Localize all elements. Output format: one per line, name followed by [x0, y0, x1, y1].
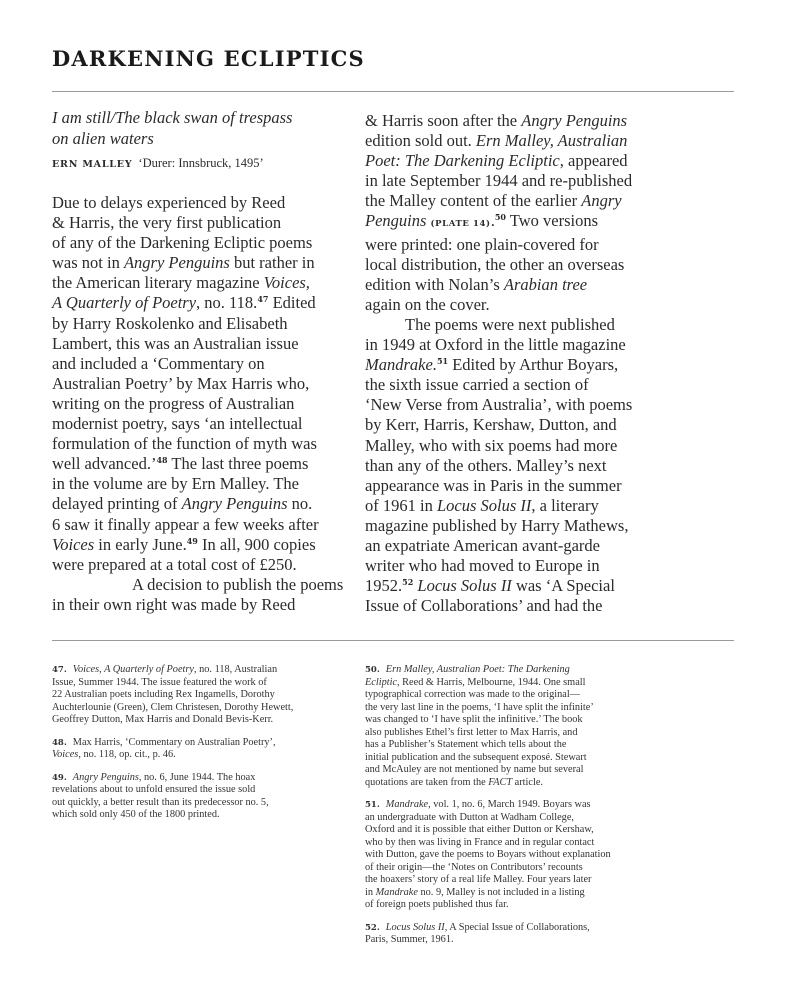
text-line: formulation of the function of myth was — [52, 434, 317, 454]
text-line — [365, 151, 685, 171]
footnote-ref[interactable]: 47 — [257, 294, 269, 305]
text-line: Auchterlounie (Green), Clem Christesen, Dorothy Hewett, — [52, 701, 294, 713]
footnote-number: 50. — [365, 665, 380, 675]
text-line — [365, 576, 685, 596]
text-line: of their origin—the ‘Notes on Contributors’ recounts — [365, 861, 583, 873]
footnote-number: 52. — [365, 922, 380, 933]
body-paragraph — [365, 315, 685, 616]
text-line: Malley, who with six poems had more — [365, 435, 618, 455]
text-line: in their own right was made by Reed — [52, 594, 296, 614]
text-line: was changed to ‘I have split the infinitive.’ The book — [365, 714, 583, 725]
text-line — [52, 664, 334, 677]
text-line: by Harry Roskolenko and Elisabeth — [52, 313, 288, 333]
footnote-ref[interactable]: 48 — [156, 455, 168, 466]
italic-title: Penguins — [365, 211, 427, 231]
footnote-number: 48. — [52, 737, 67, 748]
text-line: were printed: one plain-covered for — [365, 234, 599, 254]
epigraph-line: I am still/The black swan of trespass — [52, 108, 293, 127]
text-run: . — [490, 211, 495, 231]
text-line: and included a ‘Commentary on — [52, 353, 265, 373]
text-run: The last three poems — [167, 454, 309, 474]
text-line: Issue of Collaborations’ and had the — [365, 596, 603, 616]
epigraph — [52, 108, 352, 149]
italic-title: Angry Penguins — [521, 111, 628, 130]
text-run: no. — [287, 494, 313, 514]
text-line: also publishes Ethel’s first letter to Max Harris, and — [365, 726, 578, 738]
italic-title: Voices — [52, 749, 79, 760]
text-line: initial publication and the subsequent exposé. Stewart — [365, 751, 587, 763]
text-run: , no. 118. — [196, 293, 258, 313]
italic-title: Angry Penguins — [181, 494, 288, 514]
text-line: with Dutton, gave the poems to Boyars without explanation — [365, 849, 611, 860]
text-run: Two versions — [505, 211, 598, 231]
text-line: the hoaxers’ story of a real life Malley. Four years later — [365, 874, 592, 885]
text-line: in the volume are by Ern Malley. The — [52, 474, 299, 494]
footnote-51 — [365, 799, 655, 912]
footnote-divider — [52, 640, 734, 641]
text-line: were prepared at a total cost of £250. — [52, 554, 297, 574]
text-line: in late September 1944 and re-published — [365, 171, 633, 191]
text-line — [365, 799, 655, 812]
text-run: of 1961 in — [365, 495, 437, 515]
right-column — [365, 111, 685, 616]
text-run: well advanced.’ — [52, 454, 157, 474]
text-line: The poems were next published — [405, 314, 615, 334]
text-line: Lambert, this was an Australian issue — [52, 333, 299, 353]
text-run: 1952. — [365, 576, 403, 596]
body-paragraph — [52, 193, 352, 575]
text-line: who by then was living in France and in regular contact — [365, 836, 595, 848]
text-line: Due to delays experienced by Reed — [52, 193, 286, 212]
text-run: , Reed & Harris, Melbourne, 1944. One small — [397, 676, 586, 688]
text-line — [365, 922, 655, 935]
text-line — [52, 749, 334, 762]
footnote-ref[interactable]: 51 — [436, 356, 449, 367]
text-line — [52, 454, 352, 474]
footnote-48 — [52, 737, 334, 762]
text-line: writer who had moved to Europe in — [365, 556, 600, 576]
text-run: , A Special Issue of Collaborations, — [444, 921, 590, 933]
italic-title: Locus Solus II — [417, 576, 512, 596]
text-line: an expatriate American avant-garde — [365, 535, 600, 555]
italic-title: A Quarterly of Poetry — [52, 293, 197, 313]
text-line: than any of the others. Malley’s next — [365, 455, 607, 475]
text-run: In all, 900 copies — [197, 534, 316, 554]
text-line: appearance was in Paris in the summer — [365, 475, 622, 495]
footnote-number: 51. — [365, 800, 380, 810]
text-run: , no. 6, June 1944. The hoax — [138, 771, 256, 783]
footnote-50 — [365, 664, 655, 789]
text-line — [52, 494, 352, 514]
italic-title: Angry Penguins — [72, 771, 139, 783]
text-line: by Kerr, Harris, Kershaw, Dutton, and — [365, 415, 617, 435]
text-run: in — [365, 886, 376, 898]
italic-title: Angry — [581, 191, 622, 211]
text-line — [52, 293, 352, 313]
italic-title: Voices, A Quarterly of Poetry — [72, 664, 194, 675]
text-line — [365, 664, 655, 677]
text-run: & Harris soon after the — [365, 111, 522, 130]
text-line — [52, 253, 352, 273]
plate-reference: (PLATE 14) — [430, 219, 491, 230]
left-column — [52, 108, 352, 615]
footnote-ref[interactable]: 50 — [494, 212, 506, 223]
italic-title: Voices, — [263, 273, 310, 293]
text-line — [365, 211, 685, 234]
text-line — [365, 111, 685, 131]
text-line — [365, 131, 685, 151]
text-line: 6 saw it finally appear a few weeks after — [52, 514, 319, 534]
text-line: typographical correction was made to the original— — [365, 689, 581, 700]
text-line: the sixth issue carried a section of — [365, 375, 589, 395]
italic-title: Ecliptic — [365, 676, 398, 688]
epigraph-line: on alien waters — [52, 128, 154, 148]
body-paragraph — [52, 575, 352, 615]
top-divider — [52, 91, 734, 92]
text-line — [365, 355, 685, 375]
text-line: A decision to publish the poems — [132, 574, 344, 594]
italic-title: Voices — [52, 534, 95, 554]
text-run: article. — [512, 776, 543, 788]
text-line: out quickly, a better result than its predecessor no. 5, — [52, 796, 269, 808]
text-line: modernist poetry, says ‘an intellectual — [52, 414, 303, 434]
text-line — [365, 777, 655, 790]
text-line — [365, 191, 685, 211]
text-line — [52, 772, 334, 785]
italic-title: Angry Penguins — [123, 253, 230, 273]
text-line — [365, 275, 685, 295]
text-run: , a literary — [531, 495, 599, 515]
text-line: ‘New Verse from Australia’, with poems — [365, 395, 633, 415]
text-run: the American literary magazine — [52, 273, 264, 293]
italic-title: FACT — [488, 776, 513, 788]
text-run: in early June. — [94, 534, 187, 554]
text-line: of any of the Darkening Ecliptic poems — [52, 233, 313, 253]
text-run: edition with Nolan’s — [365, 274, 504, 294]
text-run: the Malley content of the earlier — [365, 191, 582, 211]
italic-title: Mandrake. — [365, 355, 437, 375]
text-run: but rather in — [229, 253, 315, 273]
text-line: revelations about to unfold ensured the issue sold — [52, 784, 256, 795]
footnote-number: 47. — [52, 665, 67, 675]
text-run: edition sold out. — [365, 131, 476, 151]
footnote-49 — [52, 772, 334, 822]
text-run: , appeared — [559, 151, 628, 171]
text-run: Edited by Arthur Boyars, — [448, 355, 619, 375]
text-line: and McAuley are not mentioned by name but several — [365, 764, 584, 775]
italic-title: Ern Malley, Australian Poet: The Darkening — [385, 664, 570, 675]
text-line — [365, 677, 655, 690]
epigraph-source: ‘Durer: Innsbruck, 1495’ — [138, 156, 264, 170]
text-run: , vol. 1, no. 6, March 1949. Boyars was — [428, 799, 591, 810]
text-run: , no. 118, Australian — [193, 664, 278, 675]
italic-title: Ern Malley, Australian — [475, 131, 628, 151]
text-line: the very last line in the poems, ‘I have split the infinite’ — [365, 701, 594, 713]
text-line: Issue, Summer 1944. The issue featured the work of — [52, 676, 267, 688]
text-line: has a Publisher’s Statement which tells about the — [365, 739, 567, 750]
text-line — [365, 887, 655, 900]
footnote-number: 49. — [52, 772, 67, 783]
italic-title: Poet: The Darkening Ecliptic — [365, 151, 560, 171]
text-line: an undergraduate with Dutton at Wadham College, — [365, 811, 574, 823]
text-line: Oxford and it is possible that either Dutton or Kershaw, — [365, 824, 594, 835]
text-line — [365, 496, 685, 516]
chapter-title: DARKENING ECLIPTICS — [52, 46, 365, 71]
italic-title: Locus Solus II — [385, 921, 445, 933]
text-line: which sold only 450 of the 1800 printed. — [52, 809, 220, 820]
text-line: in 1949 at Oxford in the little magazine — [365, 335, 626, 355]
text-line — [52, 535, 352, 555]
text-line — [52, 273, 352, 293]
text-run: delayed printing of — [52, 494, 182, 514]
text-run: Edited — [268, 293, 316, 313]
epigraph-author: ERN MALLEY — [52, 159, 133, 170]
text-run: , no. 118, op. cit., p. 46. — [78, 749, 176, 760]
text-run: no. 9, Malley is not included in a listing — [417, 886, 585, 898]
epigraph-attribution — [52, 155, 352, 173]
text-line: Australian Poetry’ by Max Harris who, — [52, 373, 310, 393]
footnote-47 — [52, 664, 334, 727]
italic-title: Arabian tree — [503, 274, 588, 294]
text-line: magazine published by Harry Mathews, — [365, 515, 629, 535]
text-line: Paris, Summer, 1961. — [365, 934, 454, 945]
text-run: quotations are taken from the — [365, 776, 489, 788]
text-run: was ‘A Special — [511, 576, 615, 596]
italic-title: Locus Solus II — [436, 495, 532, 515]
footnotes-left — [52, 664, 334, 832]
footnote-ref[interactable]: 52 — [402, 577, 414, 588]
text-line: Geoffrey Dutton, Max Harris and Donald Bevis-Kerr. — [52, 714, 274, 725]
text-line: of foreign poets published thus far. — [365, 899, 509, 910]
italic-title: Mandrake — [385, 799, 429, 810]
text-line: 22 Australian poets including Rex Ingamells, Dorothy — [52, 689, 275, 700]
body-paragraph — [365, 111, 685, 315]
text-line — [52, 737, 334, 750]
footnotes-right — [365, 664, 655, 957]
text-line: again on the cover. — [365, 294, 490, 314]
text-line: writing on the progress of Australian — [52, 393, 295, 413]
text-run: was not in — [52, 253, 124, 273]
text-line: local distribution, the other an overseas — [365, 254, 625, 274]
text-run: Max Harris, ‘Commentary on Australian Poetry’, — [72, 736, 276, 748]
text-line: & Harris, the very first publication — [52, 213, 282, 233]
italic-title: Mandrake — [375, 886, 418, 898]
footnote-52 — [365, 922, 655, 947]
footnote-ref[interactable]: 49 — [186, 535, 198, 546]
